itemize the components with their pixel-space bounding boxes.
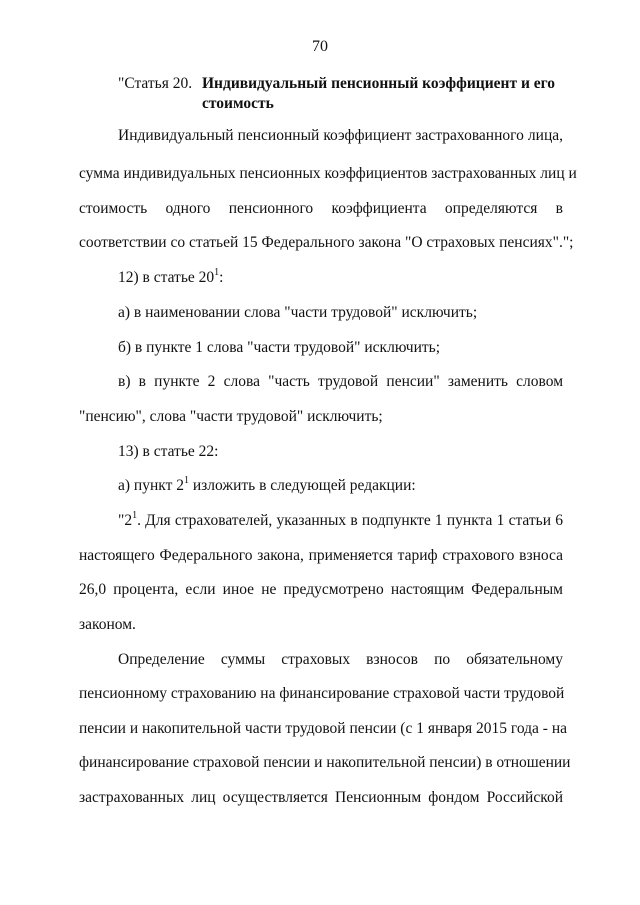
article-heading-line1 <box>118 74 555 94</box>
page-number: 70 <box>312 38 328 55</box>
list-item-12v-continued: "пенсию", слова "части трудовой" исключить; <box>79 408 383 425</box>
paragraph-line: соответствии со статьей 15 Федерального закона "О страховых пенсиях"."; <box>79 234 574 251</box>
paragraph-line: застрахованных лиц осуществляется Пенсионным фондом Российской <box>79 789 563 806</box>
list-item-12v: в) в пункте 2 слова "часть трудовой пенсии" заменить словом <box>118 373 563 390</box>
list-item-12b: б) в пункте 1 слова "части трудовой" исключить; <box>118 339 441 356</box>
quoted-paragraph-line <box>118 511 563 531</box>
superscript: 1 <box>214 266 220 278</box>
list-item-text: изложить в следующей редакции: <box>188 477 416 494</box>
paragraph-line: Определение суммы страховых взносов по обязательному <box>118 651 563 668</box>
list-item-text: 12) в статье 20 <box>118 269 215 286</box>
article-number: "Статья 20. <box>118 75 193 92</box>
list-item-text: а) пункт 2 <box>118 477 184 494</box>
list-item-text: : <box>219 269 224 286</box>
superscript: 1 <box>183 474 189 486</box>
article-title-continued: стоимость <box>202 95 274 112</box>
list-item-13: 13) в статье 22: <box>118 443 219 460</box>
quoted-paragraph-line: законом. <box>79 616 136 633</box>
article-title: Индивидуальный пенсионный коэффициент и его <box>202 75 556 92</box>
list-item-12 <box>118 268 223 288</box>
paragraph-line: пенсионному страхованию на финансирование страховой части трудовой <box>79 685 565 702</box>
list-item-12a: а) в наименовании слова "части трудовой" исключить; <box>118 304 478 321</box>
quoted-text: "2 <box>118 512 133 529</box>
superscript: 1 <box>132 509 138 521</box>
quoted-paragraph-line: 26,0 процента, если иное не предусмотрено настоящим Федеральным <box>79 581 563 598</box>
paragraph-line: сумма индивидуальных пенсионных коэффициентов застрахованных лиц и <box>79 165 577 182</box>
paragraph-line: стоимость одного пенсионного коэффициента определяются в <box>79 200 563 217</box>
list-item-13a <box>118 476 416 496</box>
paragraph-line: пенсии и накопительной части трудовой пенсии (с 1 января 2015 года - на <box>79 720 567 737</box>
quoted-text: . Для страхователей, указанных в подпункте 1 пункта 1 статьи 6 <box>137 512 563 529</box>
paragraph-line: финансирование страховой пенсии и накопительной пенсии) в отношении <box>79 754 571 771</box>
paragraph-line: Индивидуальный пенсионный коэффициент застрахованного лица, <box>118 127 563 144</box>
quoted-paragraph-line: настоящего Федерального закона, применяется тариф страхового взноса <box>79 547 563 564</box>
